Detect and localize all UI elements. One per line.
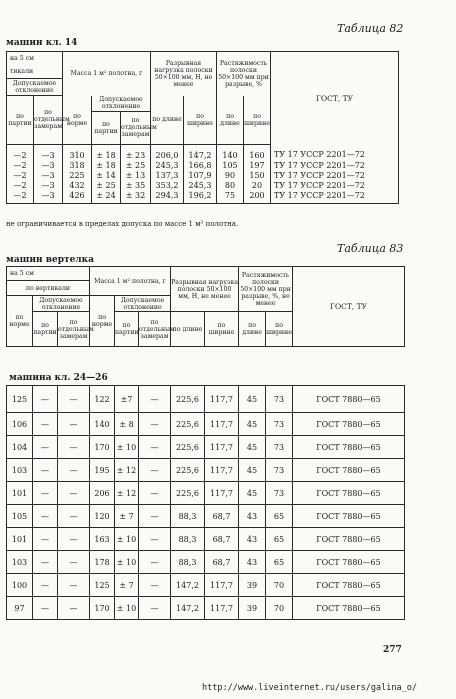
t83-header-stretch-group: Растяжимость полоски 50×100 мм при разрыве, %, не менее	[239, 267, 293, 312]
t83-header-load-group: Разрывная нагрузка полоски 50×100 мм, Н, не менее	[171, 267, 239, 312]
t83-cell-load-length: 225,6	[171, 413, 205, 436]
t83-cell-width-norm: 104	[7, 436, 33, 459]
t83-cell-stretch-width: 65	[266, 551, 293, 574]
t83-cell-stretch-width: 65	[266, 528, 293, 551]
t83-cell-width-norm: 103	[7, 551, 33, 574]
t82-cell-stretch-length: 75	[217, 191, 244, 204]
t82-cell-load-length: 206,0	[151, 144, 184, 161]
t83-cell-load-width: 117,7	[205, 413, 239, 436]
t83-cell-stretch-width: 70	[266, 574, 293, 597]
t82-cell-width-batch: —2	[7, 144, 34, 161]
t82-cell-load-width: 147,2	[184, 144, 217, 161]
t83-cell-load-width: 117,7	[205, 459, 239, 482]
t82-cell-width-individual: —3	[34, 181, 63, 191]
t82-cell-width-batch: —2	[7, 161, 34, 171]
t83-header-mass-individual: по отдельным замерам	[139, 312, 171, 347]
t82-cell-mass-batch: ± 14	[92, 171, 121, 181]
t82-cell-width-batch: —2	[7, 181, 34, 191]
t82-cell-mass-norm: 310	[63, 144, 92, 161]
t83-cell-mass-batch: ± 12	[115, 459, 139, 482]
t83-cell-stretch-length: 45	[239, 459, 266, 482]
t83-cell-standard: ГОСТ 7880—65	[293, 436, 405, 459]
t83-cell-width-norm: 103	[7, 459, 33, 482]
table-82-caption: Таблица 82	[337, 22, 404, 35]
t83-cell-stretch-width: 73	[266, 386, 293, 413]
t83-cell-stretch-length: 45	[239, 436, 266, 459]
t83-header-vertical: по вертикали	[7, 281, 90, 296]
t83-cell-stretch-length: 39	[239, 574, 266, 597]
t83-header-load-length: по длине	[171, 312, 205, 347]
t82-header-vertical: тикали	[7, 65, 63, 79]
t82-cell-mass-individual: ± 25	[121, 161, 151, 171]
t83-cell-mass-norm: 170	[90, 436, 115, 459]
t83-cell-stretch-length: 45	[239, 482, 266, 505]
t83-cell-standard: ГОСТ 7880—65	[293, 459, 405, 482]
t83-header-stretch-length: по длине	[239, 312, 266, 347]
t82-cell-mass-individual: ± 35	[121, 181, 151, 191]
t83-cell-width-norm: 105	[7, 505, 33, 528]
t83-cell-load-width: 117,7	[205, 574, 239, 597]
t83-cell-width-norm: 97	[7, 597, 33, 620]
t83-cell-width-individual: —	[58, 551, 90, 574]
t83-cell-load-width: 117,7	[205, 482, 239, 505]
page-number: 277	[383, 645, 402, 655]
t83-cell-stretch-width: 73	[266, 413, 293, 436]
t82-cell-stretch-length: 140	[217, 144, 244, 161]
t83-cell-stretch-length: 45	[239, 413, 266, 436]
t83-cell-load-length: 225,6	[171, 386, 205, 413]
t83-header-norm: по норме	[7, 296, 33, 347]
t83-cell-load-width: 68,7	[205, 528, 239, 551]
table-row	[7, 597, 405, 620]
t82-cell-stretch-width: 200	[244, 191, 271, 204]
t83-cell-width-batch: —	[33, 482, 58, 505]
t83-cell-standard: ГОСТ 7880—65	[293, 597, 405, 620]
t83-cell-width-batch: —	[33, 505, 58, 528]
t82-cell-standard: ТУ 17 УССР 2201—72	[271, 181, 399, 191]
t83-cell-stretch-length: 39	[239, 597, 266, 620]
table-row	[7, 386, 405, 413]
t83-header-by-individual: по отдельным замерам	[58, 312, 90, 347]
t82-header-load-length: по длине	[151, 96, 184, 145]
t83-cell-width-individual: —	[58, 505, 90, 528]
t83-cell-standard: ГОСТ 7880—65	[293, 482, 405, 505]
t83-cell-standard: ГОСТ 7880—65	[293, 386, 405, 413]
table-82	[6, 51, 399, 204]
t82-cell-width-individual: —3	[34, 144, 63, 161]
t83-cell-mass-individual: —	[139, 459, 171, 482]
t82-cell-stretch-width: 160	[244, 144, 271, 161]
t82-cell-width-individual: —3	[34, 191, 63, 204]
t83-cell-mass-norm: 125	[90, 574, 115, 597]
t83-cell-width-batch: —	[33, 551, 58, 574]
t82-cell-mass-batch: ± 18	[92, 144, 121, 161]
t83-cell-mass-batch: ± 8	[115, 413, 139, 436]
table-83-fragment-label: машин вертелка	[6, 255, 94, 265]
t82-cell-mass-norm: 426	[63, 191, 92, 204]
t82-cell-load-length: 353,2	[151, 181, 184, 191]
table-row	[7, 171, 399, 181]
t83-cell-width-batch: —	[33, 574, 58, 597]
t83-cell-load-length: 88,3	[171, 528, 205, 551]
t82-cell-load-length: 137,3	[151, 171, 184, 181]
table-row	[7, 436, 405, 459]
t83-cell-mass-norm: 140	[90, 413, 115, 436]
table-82-fragment-label: машин кл. 14	[6, 38, 78, 48]
t83-header-mass-tolerance: Допускаемое отклонение	[115, 296, 171, 312]
t82-cell-mass-individual: ± 32	[121, 191, 151, 204]
t82-header-mass-group: Масса 1 м² полотна, г	[63, 52, 151, 96]
t83-cell-load-width: 117,7	[205, 386, 239, 413]
t83-cell-stretch-length: 45	[239, 386, 266, 413]
t83-header-by-batch: по партии	[33, 312, 58, 347]
t83-cell-width-norm: 101	[7, 528, 33, 551]
t83-cell-load-length: 88,3	[171, 551, 205, 574]
t83-header-width: на 5 см	[7, 267, 90, 281]
t83-cell-mass-individual: —	[139, 436, 171, 459]
t82-header-load-group: Разрывная нагрузка полоски 50×100 мм, Н, не менее	[151, 52, 217, 96]
t83-cell-stretch-width: 73	[266, 436, 293, 459]
t82-cell-load-length: 245,3	[151, 161, 184, 171]
t83-cell-stretch-length: 43	[239, 551, 266, 574]
t82-cell-standard: ТУ 17 УССР 2201—72	[271, 171, 399, 181]
t83-cell-mass-norm: 195	[90, 459, 115, 482]
t83-header-mass-group: Масса 1 м² полотна, г	[90, 267, 171, 296]
t83-cell-mass-individual: —	[139, 597, 171, 620]
t82-cell-mass-batch: ± 24	[92, 191, 121, 204]
t83-cell-width-individual: —	[58, 413, 90, 436]
t83-cell-stretch-width: 70	[266, 597, 293, 620]
t83-cell-mass-norm: 122	[90, 386, 115, 413]
t83-cell-width-individual: —	[58, 574, 90, 597]
t83-cell-width-batch: —	[33, 413, 58, 436]
t83-cell-standard: ГОСТ 7880—65	[293, 551, 405, 574]
t82-cell-mass-batch: ± 18	[92, 161, 121, 171]
t82-header-load-width: по ширине	[184, 96, 217, 145]
table-row	[7, 551, 405, 574]
table-row	[7, 528, 405, 551]
t83-cell-standard: ГОСТ 7880—65	[293, 505, 405, 528]
t83-cell-load-width: 117,7	[205, 436, 239, 459]
t82-header-by-batch: по партии	[7, 96, 34, 145]
t82-header-mass-batch: по партии	[92, 111, 121, 144]
t82-header-stretch-group: Растяжимость полоски 50×100 мм при разрыве, %	[217, 52, 271, 96]
t83-header-standard: ГОСТ, ТУ	[293, 267, 405, 347]
t82-cell-mass-individual: ± 23	[121, 144, 151, 161]
t83-cell-width-batch: —	[33, 597, 58, 620]
t83-cell-width-individual: —	[58, 436, 90, 459]
t82-cell-mass-norm: 225	[63, 171, 92, 181]
table-82-body	[7, 144, 399, 203]
table-row	[7, 459, 405, 482]
table-83-section-label: машина кл. 24—26	[9, 373, 108, 383]
t83-cell-width-individual: —	[58, 459, 90, 482]
t83-cell-width-individual: —	[58, 482, 90, 505]
t83-cell-load-length: 225,6	[171, 436, 205, 459]
t83-header-tolerance: Допускаемое отклонение	[33, 296, 90, 312]
table-row	[7, 161, 399, 171]
table-row	[7, 505, 405, 528]
t82-header-stretch-length: по длине	[217, 96, 244, 145]
t83-cell-mass-batch: ± 10	[115, 597, 139, 620]
t83-cell-width-individual: —	[58, 386, 90, 413]
t82-cell-standard: ТУ 17 УССР 2201—72	[271, 144, 399, 161]
table-83-header	[6, 266, 405, 347]
t83-cell-width-batch: —	[33, 436, 58, 459]
t82-cell-width-batch: —2	[7, 171, 34, 181]
t83-cell-stretch-width: 73	[266, 459, 293, 482]
t82-header-by-individual: по отдельным замерам	[34, 96, 63, 145]
t83-cell-stretch-width: 65	[266, 505, 293, 528]
t83-cell-width-norm: 100	[7, 574, 33, 597]
t82-cell-load-width: 196,2	[184, 191, 217, 204]
t82-cell-mass-norm: 318	[63, 161, 92, 171]
t82-header-tolerance: Допускаемое отклонение	[7, 79, 63, 96]
t83-cell-mass-individual: —	[139, 505, 171, 528]
t83-cell-mass-norm: 163	[90, 528, 115, 551]
t82-cell-mass-norm: 432	[63, 181, 92, 191]
t82-cell-stretch-length: 105	[217, 161, 244, 171]
t82-cell-stretch-width: 197	[244, 161, 271, 171]
t83-cell-standard: ГОСТ 7880—65	[293, 528, 405, 551]
t83-cell-load-width: 68,7	[205, 505, 239, 528]
t83-cell-stretch-length: 43	[239, 505, 266, 528]
table-row	[7, 144, 399, 161]
t83-cell-standard: ГОСТ 7880—65	[293, 574, 405, 597]
t83-cell-load-length: 88,3	[171, 505, 205, 528]
t82-cell-stretch-width: 150	[244, 171, 271, 181]
t83-cell-load-length: 225,6	[171, 482, 205, 505]
t83-cell-load-length: 147,2	[171, 574, 205, 597]
t83-header-mass-norm: по норме	[90, 296, 115, 347]
t83-cell-mass-individual: —	[139, 482, 171, 505]
table-row	[7, 181, 399, 191]
t82-header-width: на 5 см	[7, 52, 63, 66]
t83-cell-width-individual: —	[58, 597, 90, 620]
t83-cell-load-length: 147,2	[171, 597, 205, 620]
table-row	[7, 482, 405, 505]
t83-cell-mass-batch: ± 10	[115, 436, 139, 459]
t82-cell-stretch-length: 90	[217, 171, 244, 181]
t83-cell-mass-batch: ± 10	[115, 551, 139, 574]
t83-header-mass-batch: по партии	[115, 312, 139, 347]
t83-cell-mass-individual: —	[139, 574, 171, 597]
t83-cell-width-norm: 106	[7, 413, 33, 436]
t83-header-stretch-width: по ширине	[266, 312, 293, 347]
table-row	[7, 191, 399, 204]
table-row	[7, 413, 405, 436]
t82-cell-width-individual: —3	[34, 171, 63, 181]
t82-cell-standard: ТУ 17 УССР 2201—72	[271, 161, 399, 171]
t83-cell-mass-individual: —	[139, 551, 171, 574]
t82-cell-load-width: 107,9	[184, 171, 217, 181]
t82-cell-mass-individual: ± 13	[121, 171, 151, 181]
t83-cell-standard: ГОСТ 7880—65	[293, 413, 405, 436]
t83-header-load-width: по ширине	[205, 312, 239, 347]
t82-cell-standard: ТУ 17 УССР 2201—72	[271, 191, 399, 204]
table-82-footnote: не ограничивается в пределах допуска по массе 1 м² полотна.	[6, 220, 239, 228]
t82-cell-load-width: 166,8	[184, 161, 217, 171]
t83-cell-width-norm: 125	[7, 386, 33, 413]
t83-cell-mass-batch: ± 7	[115, 505, 139, 528]
watermark-url: http://www.liveinternet.ru/users/galina_o/	[202, 683, 417, 693]
t83-cell-load-width: 117,7	[205, 597, 239, 620]
t82-header-mass-individual: по отдельным замерам	[121, 111, 151, 144]
t83-cell-mass-batch: ±7	[115, 386, 139, 413]
t82-cell-load-width: 245,3	[184, 181, 217, 191]
t83-cell-mass-norm: 178	[90, 551, 115, 574]
t83-cell-width-batch: —	[33, 528, 58, 551]
t83-cell-width-norm: 101	[7, 482, 33, 505]
t82-header-stretch-width: по ширине	[244, 96, 271, 145]
t82-cell-stretch-width: 20	[244, 181, 271, 191]
t83-cell-load-width: 68,7	[205, 551, 239, 574]
t83-cell-mass-individual: —	[139, 528, 171, 551]
t82-cell-mass-batch: ± 25	[92, 181, 121, 191]
t82-cell-width-batch: —2	[7, 191, 34, 204]
t83-cell-mass-batch: ± 7	[115, 574, 139, 597]
table-row	[7, 574, 405, 597]
table-83-body	[6, 385, 405, 620]
t83-cell-mass-batch: ± 10	[115, 528, 139, 551]
t83-cell-mass-norm: 120	[90, 505, 115, 528]
t83-cell-mass-batch: ± 12	[115, 482, 139, 505]
t83-cell-mass-individual: —	[139, 386, 171, 413]
t83-cell-width-individual: —	[58, 528, 90, 551]
t83-cell-mass-individual: —	[139, 413, 171, 436]
t82-cell-stretch-length: 80	[217, 181, 244, 191]
t83-cell-stretch-length: 43	[239, 528, 266, 551]
t82-header-mass-tolerance: Допускаемое отклонение	[92, 96, 151, 112]
t82-cell-width-individual: —3	[34, 161, 63, 171]
t83-cell-mass-norm: 170	[90, 597, 115, 620]
t83-cell-load-length: 225,6	[171, 459, 205, 482]
t83-cell-width-batch: —	[33, 386, 58, 413]
t82-header-mass-norm: по норме	[63, 96, 92, 145]
table-83-caption: Таблица 83	[337, 242, 404, 255]
t82-header-standard: ГОСТ, ТУ	[271, 52, 399, 145]
t82-cell-load-length: 294,3	[151, 191, 184, 204]
t83-cell-mass-norm: 206	[90, 482, 115, 505]
t83-cell-width-batch: —	[33, 459, 58, 482]
t83-cell-stretch-width: 73	[266, 482, 293, 505]
